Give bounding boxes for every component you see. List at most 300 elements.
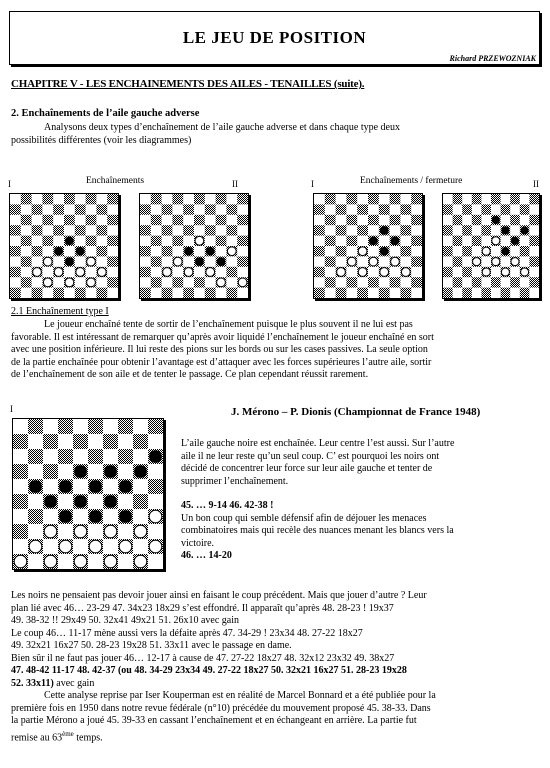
- board-square: [28, 449, 43, 464]
- board-square: [481, 225, 491, 235]
- board-square: [205, 204, 216, 214]
- board-square: [21, 236, 32, 246]
- body-line: L’aile gauche noire est enchaînée. Leur centre l’est aussi. Sur l’autre: [181, 438, 455, 449]
- board-square: [21, 215, 32, 225]
- board-square: [529, 256, 539, 266]
- board-square: [462, 204, 472, 214]
- section-2-intro: [11, 122, 541, 147]
- body-text: remise au 63: [11, 731, 63, 743]
- board-square: [336, 246, 347, 256]
- board-square: [237, 256, 248, 266]
- board-square: [390, 277, 401, 287]
- white-piece: [74, 555, 87, 568]
- board-square: [462, 267, 472, 277]
- body-line: plan lié avec 46… 23-29 47. 34x23 18x29 s’est effondré. Il apparaît qu’après 48. 28-23 ! 19x37: [11, 602, 394, 614]
- game-commentary: [181, 438, 541, 563]
- board-square: [10, 288, 21, 298]
- black-piece: [492, 216, 500, 224]
- diagram-group-label-2: Enchaînements / fermeture: [360, 176, 463, 186]
- board-square: [53, 225, 64, 235]
- board-square: [86, 194, 97, 204]
- board-square: [10, 225, 21, 235]
- board-square: [58, 419, 73, 434]
- section-2-heading: 2. Enchaînements de l’aile gauche adverse: [11, 108, 200, 119]
- black-piece: [195, 257, 204, 266]
- board-square: [194, 215, 205, 225]
- board-square: [529, 194, 539, 204]
- board-square: [205, 288, 216, 298]
- black-piece: [104, 465, 117, 478]
- board-square: [400, 246, 411, 256]
- white-piece: [358, 247, 367, 256]
- body-line: première fois en 1950 dans notre revue fédérale (n°10) précédée du mouvement proposé 45. 38-33. Dans: [11, 702, 431, 714]
- intro-line: Analysons deux types d’enchaînement de l’aile gauche adverse et dans chaque type deux: [44, 122, 400, 133]
- board-square: [443, 225, 453, 235]
- board-square: [379, 288, 390, 298]
- board-square: [148, 419, 163, 434]
- black-piece: [134, 465, 147, 478]
- board-square: [32, 225, 43, 235]
- black-piece: [29, 480, 42, 493]
- black-piece: [119, 510, 132, 523]
- white-piece: [104, 555, 117, 568]
- black-piece: [501, 226, 509, 234]
- body-text: avec gain: [53, 677, 95, 689]
- board-square: [453, 215, 463, 225]
- board-square: [411, 194, 422, 204]
- white-piece: [54, 268, 63, 277]
- white-piece: [59, 540, 72, 553]
- white-piece: [29, 540, 42, 553]
- board-square: [28, 509, 43, 524]
- board-square: [226, 204, 237, 214]
- section-21-body: [11, 319, 541, 382]
- body-line: avec une position inférieure. Il lui reste des pions sur les bords ou sur les cases passives. La seule option: [11, 344, 428, 355]
- board-square: [172, 277, 183, 287]
- checkers-diagram: [313, 193, 423, 299]
- body-text: temps.: [73, 731, 103, 743]
- checkers-diagram: [9, 193, 119, 299]
- board-square: [162, 204, 173, 214]
- board-fermeture-1: [314, 194, 422, 298]
- board-square: [140, 288, 151, 298]
- board-square: [529, 236, 539, 246]
- diagram-roman-2: II: [232, 179, 238, 189]
- black-piece: [104, 495, 117, 508]
- board-square: [13, 464, 28, 479]
- board-square: [172, 215, 183, 225]
- board-square: [325, 194, 336, 204]
- board-square: [237, 236, 248, 246]
- white-piece: [43, 278, 52, 287]
- board-square: [13, 494, 28, 509]
- white-piece: [87, 257, 96, 266]
- board-square: [183, 225, 194, 235]
- board-square: [75, 204, 86, 214]
- superscript: ème: [62, 729, 74, 738]
- board-square: [501, 288, 511, 298]
- board-square: [501, 204, 511, 214]
- board-square: [443, 267, 453, 277]
- black-piece: [511, 237, 519, 245]
- black-piece: [65, 236, 74, 245]
- white-piece: [401, 268, 410, 277]
- white-piece: [482, 268, 490, 276]
- black-piece: [217, 257, 226, 266]
- board-square: [107, 236, 118, 246]
- white-piece: [380, 268, 389, 277]
- board-square: [462, 288, 472, 298]
- board-square: [32, 288, 43, 298]
- board-square: [133, 434, 148, 449]
- white-piece: [104, 525, 117, 538]
- checkers-diagram: [139, 193, 249, 299]
- board-square: [75, 288, 86, 298]
- black-piece: [501, 247, 509, 255]
- white-piece: [163, 268, 172, 277]
- white-piece: [482, 247, 490, 255]
- black-piece: [184, 247, 193, 256]
- white-piece: [492, 258, 500, 266]
- board-square: [13, 524, 28, 539]
- board-square: [140, 246, 151, 256]
- body-line: Cette analyse reprise par Iser Kouperman est en réalité de Marcel Bonnard et a été publiée pour la: [44, 690, 436, 701]
- board-square: [205, 225, 216, 235]
- board-square: [472, 236, 482, 246]
- board-square: [453, 194, 463, 204]
- board-square: [140, 225, 151, 235]
- board-square: [472, 194, 482, 204]
- board-square: [151, 256, 162, 266]
- body-line: [11, 728, 543, 745]
- white-piece: [521, 268, 529, 276]
- board-square: [53, 204, 64, 214]
- black-piece: [54, 247, 63, 256]
- board-square: [96, 246, 107, 256]
- board-square: [133, 494, 148, 509]
- board-square: [107, 277, 118, 287]
- board-square: [411, 256, 422, 266]
- board-square: [336, 288, 347, 298]
- body-line: 49. 32x21 16x27 50. 28-23 19x28 51. 33x11 avec le passage en dame.: [11, 640, 292, 651]
- white-piece: [227, 247, 236, 256]
- white-piece: [74, 525, 87, 538]
- board-square: [75, 225, 86, 235]
- board-square: [216, 215, 227, 225]
- board-square: [151, 277, 162, 287]
- board-square: [400, 225, 411, 235]
- white-piece: [337, 268, 346, 277]
- board-square: [10, 204, 21, 214]
- black-piece: [380, 226, 389, 235]
- board-square: [346, 194, 357, 204]
- board-square: [336, 204, 347, 214]
- board-square: [443, 204, 453, 214]
- body-line: Bien sûr il ne faut pas jouer 46… 12-17 à cause de 47. 27-22 18x27 48. 32x12 23x32 49. 38x27: [11, 652, 395, 664]
- board-square: [336, 225, 347, 235]
- game-title: J. Mérono – P. Dionis (Championnat de France 1948): [231, 406, 481, 418]
- diagram-roman-1: I: [8, 179, 11, 189]
- board-square: [443, 246, 453, 256]
- board-square: [32, 246, 43, 256]
- board-square: [520, 288, 530, 298]
- board-square: [529, 215, 539, 225]
- checkers-diagram: [442, 193, 540, 299]
- body-line: la partie Mérono a joué 45. 39-33 en cassant l’enchaînement et en échangeant en arrière. La partie fut: [11, 715, 417, 726]
- board-square: [491, 277, 501, 287]
- body-line: aile il ne leur reste qu’un seul coup. C’ est pourquoi les noirs ont: [181, 450, 440, 462]
- board-square: [411, 277, 422, 287]
- board-square: [53, 288, 64, 298]
- board-square: [172, 194, 183, 204]
- board-square: [13, 434, 28, 449]
- black-piece: [380, 247, 389, 256]
- board-square: [183, 288, 194, 298]
- white-piece: [134, 555, 147, 568]
- board-square: [216, 194, 227, 204]
- board-square: [462, 246, 472, 256]
- board-square: [172, 236, 183, 246]
- board-square: [140, 267, 151, 277]
- board-square: [162, 246, 173, 256]
- board-square: [64, 194, 75, 204]
- black-piece: [74, 495, 87, 508]
- black-piece: [89, 510, 102, 523]
- board-square: [226, 267, 237, 277]
- white-piece: [149, 510, 162, 523]
- white-piece: [97, 268, 106, 277]
- black-piece: [65, 257, 74, 266]
- board-square: [103, 434, 118, 449]
- white-piece: [149, 540, 162, 553]
- board-square: [86, 236, 97, 246]
- board-square: [151, 236, 162, 246]
- board-enchainement-2: [140, 194, 248, 298]
- black-piece: [206, 247, 215, 256]
- body-line: Le joueur enchaîné tente de sortir de l’enchaînement puisque le plus souvent il ne lui est pas: [44, 319, 413, 330]
- board-square: [28, 419, 43, 434]
- board-square: [379, 204, 390, 214]
- body-line: Les noirs ne pensaient pas devoir jouer ainsi en faisant le coup précédent. Mais que jouer d’autre ? Leur: [11, 590, 427, 601]
- board-square: [325, 256, 336, 266]
- board-square: [162, 288, 173, 298]
- board-square: [194, 194, 205, 204]
- board-square: [472, 215, 482, 225]
- white-piece: [173, 257, 182, 266]
- board-square: [10, 267, 21, 277]
- board-square: [314, 288, 325, 298]
- board-square: [400, 204, 411, 214]
- board-square: [368, 277, 379, 287]
- board-square: [314, 267, 325, 277]
- board-square: [481, 204, 491, 214]
- board-square: [400, 288, 411, 298]
- page-title: LE JEU DE POSITION: [182, 28, 367, 47]
- body-line: 49. 38-32 !! 29x49 50. 32x41 49x21 51. 26x10 avec gain: [11, 615, 240, 626]
- white-piece: [44, 555, 57, 568]
- white-piece: [391, 257, 400, 266]
- white-piece: [87, 278, 96, 287]
- black-piece: [59, 480, 72, 493]
- white-piece: [44, 525, 57, 538]
- body-line: de l’enchaînement de son aile et de tenter le passage. Ce plan cependant réussit rarement.: [11, 369, 369, 380]
- board-square: [226, 288, 237, 298]
- white-piece: [369, 257, 378, 266]
- board-square: [162, 225, 173, 235]
- board-square: [443, 288, 453, 298]
- board-square: [107, 194, 118, 204]
- board-square: [390, 215, 401, 225]
- board-square: [107, 256, 118, 266]
- board-square: [314, 204, 325, 214]
- board-fermeture-2: [443, 194, 539, 298]
- board-square: [118, 419, 133, 434]
- body-line: supprimer l’enchaînement.: [181, 475, 289, 487]
- board-square: [510, 194, 520, 204]
- board-square: [183, 204, 194, 214]
- board-square: [73, 434, 88, 449]
- board-square: [325, 215, 336, 225]
- board-square: [64, 215, 75, 225]
- board-square: [42, 236, 53, 246]
- board-square: [226, 225, 237, 235]
- board-square: [481, 288, 491, 298]
- body-line: favorable. Il est intéressant de remarquer qu’après avoir liquidé l’enchaînement le joueur enchaîné en sort: [11, 331, 434, 343]
- board-square: [86, 215, 97, 225]
- board-square: [107, 215, 118, 225]
- board-square: [453, 256, 463, 266]
- white-piece: [195, 236, 204, 245]
- author-name: Richard PRZEWOZNIAK: [449, 54, 536, 63]
- white-piece: [33, 268, 42, 277]
- board-square: [21, 277, 32, 287]
- board-square: [237, 194, 248, 204]
- board-square: [96, 288, 107, 298]
- white-piece: [501, 268, 509, 276]
- white-piece: [119, 540, 132, 553]
- body-line: [11, 678, 543, 691]
- board-square: [346, 215, 357, 225]
- black-piece: [89, 480, 102, 493]
- board-square: [96, 204, 107, 214]
- board-square: [368, 194, 379, 204]
- board-square: [346, 236, 357, 246]
- game-move: 46. … 14-20: [181, 550, 232, 561]
- board-square: [453, 277, 463, 287]
- diagram-roman-4: II: [533, 179, 539, 189]
- board-square: [411, 236, 422, 246]
- body-line: combinatoires mais qui recèle des nuances menant les blancs vers la: [181, 525, 454, 536]
- game-move: 45. … 9-14 46. 42-38 !: [181, 500, 274, 511]
- body-line: décidé de concentrer leur force sur leur aile gauche et tenter de: [181, 463, 433, 474]
- page-header: [9, 11, 540, 65]
- body-line: Le coup 46… 11-17 mène aussi vers la défaite après 47. 34-29 ! 23x34 48. 27-22 18x27: [11, 627, 363, 639]
- black-piece: [119, 480, 132, 493]
- board-square: [346, 277, 357, 287]
- white-piece: [511, 258, 519, 266]
- white-piece: [217, 278, 226, 287]
- black-piece: [59, 510, 72, 523]
- board-square: [472, 277, 482, 287]
- board-square: [453, 236, 463, 246]
- board-square: [42, 194, 53, 204]
- section-21-heading: 2.1 Enchaînement type I: [11, 306, 109, 317]
- board-square: [194, 277, 205, 287]
- white-piece: [358, 268, 367, 277]
- board-square: [88, 419, 103, 434]
- diagram-roman-3: I: [311, 179, 314, 189]
- black-piece: [74, 465, 87, 478]
- board-square: [43, 434, 58, 449]
- board-square: [32, 204, 43, 214]
- board-square: [151, 194, 162, 204]
- game-diagram: [12, 418, 164, 570]
- intro-line: possibilités différentes (voir les diagrammes): [11, 134, 192, 146]
- board-square: [510, 215, 520, 225]
- white-piece: [65, 278, 74, 287]
- black-piece: [44, 495, 57, 508]
- board-square: [390, 194, 401, 204]
- board-square: [42, 215, 53, 225]
- board-square: [357, 225, 368, 235]
- black-piece: [149, 450, 162, 463]
- board-square: [21, 256, 32, 266]
- board-square: [491, 194, 501, 204]
- black-piece: [391, 236, 400, 245]
- board-square: [140, 204, 151, 214]
- white-piece: [492, 237, 500, 245]
- white-piece: [238, 278, 247, 287]
- board-square: [529, 277, 539, 287]
- board-merono-dionis: [13, 419, 163, 569]
- board-square: [151, 215, 162, 225]
- analysis-text: [11, 590, 543, 744]
- board-square: [520, 246, 530, 256]
- black-piece: [521, 226, 529, 234]
- white-piece: [134, 525, 147, 538]
- board-square: [21, 194, 32, 204]
- body-line: Un bon coup qui semble défensif afin de déjouer les menaces: [181, 512, 427, 524]
- main-line-moves: 47. 48-42 11-17 48. 42-37 (ou 48. 34-29 23x34 49. 27-22 18x27 50. 32x21 16x27 51. 28-23 19x28: [11, 665, 407, 676]
- board-square: [314, 225, 325, 235]
- white-piece: [43, 257, 52, 266]
- body-line: victoire.: [181, 537, 215, 549]
- chapter-title: CHAPITRE V - LES ENCHAINEMENTS DES AILES - TENAILLES (suite).: [11, 78, 365, 90]
- board-square: [462, 225, 472, 235]
- game-diagram-roman: I: [10, 404, 13, 414]
- board-square: [357, 288, 368, 298]
- board-square: [88, 449, 103, 464]
- board-square: [10, 246, 21, 256]
- body-line: de la partie enchaînée pour obtenir l’avantage est d’attaquer avec les forces supérieures l’autre aile, sortir: [11, 356, 432, 368]
- board-square: [96, 225, 107, 235]
- board-square: [368, 215, 379, 225]
- white-piece: [473, 258, 481, 266]
- black-piece: [369, 236, 378, 245]
- white-piece: [89, 540, 102, 553]
- board-square: [148, 479, 163, 494]
- board-square: [237, 215, 248, 225]
- white-piece: [14, 555, 27, 568]
- main-line-moves-end: 52. 33x11): [11, 677, 54, 689]
- board-square: [216, 236, 227, 246]
- board-square: [411, 215, 422, 225]
- board-square: [520, 204, 530, 214]
- board-square: [510, 277, 520, 287]
- black-piece: [76, 247, 85, 256]
- board-square: [357, 204, 368, 214]
- white-piece: [347, 257, 356, 266]
